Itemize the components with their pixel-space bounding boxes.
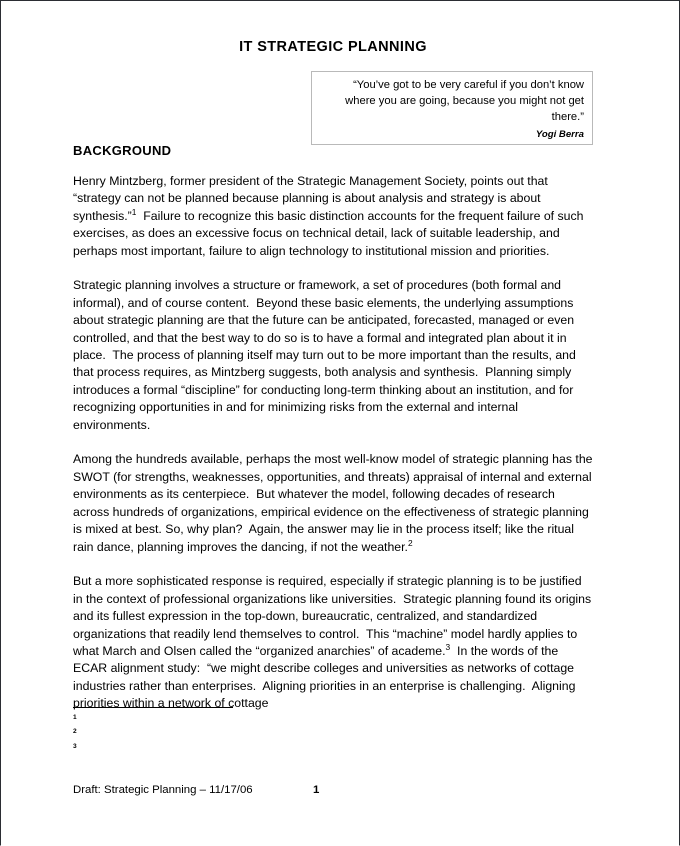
footer-page-number: 1 [313, 784, 320, 796]
footnote-item [73, 726, 593, 740]
paragraph-universities [73, 573, 593, 712]
section-heading-background: BACKGROUND [73, 143, 172, 158]
pull-quote-box [311, 71, 593, 145]
page-content-area [73, 1, 596, 846]
body-text-block [73, 173, 596, 713]
paragraph-text-part1: But a more sophisticated response is required, especially if strategic planning is to be justified in the context of professional organizations like universities. Strategic planning found its origins and its fullest expression in the top-down, bureaucratic, centralized, and standardized organizations that readily lend themselves to control. This “machine” model hardly applies to what March and Olsen called the “organized anarchies” of academe. [73, 574, 595, 658]
paragraph-structure [73, 277, 593, 434]
footnote-number: 1 [73, 714, 77, 721]
footnote-ref-1[interactable]: 1 [131, 206, 137, 217]
footnote-ref-3[interactable]: 3 [445, 641, 451, 652]
footnote-separator-rule [73, 707, 233, 708]
pull-quote-text: “You’ve got to be very careful if you don’t know where you are going, because you might not get there.” [345, 79, 584, 123]
paragraph-text-part2: In the words of the ECAR alignment study: “we might describe colleges and universities as networks of cottage industries rather than enterprises. Aligning priorities in an enterprise is challenging. Aligning priorities within a network of cottage [73, 643, 579, 711]
paragraph-text-part1: Strategic planning involves a structure or framework, a set of procedures (both formal and informal), and of course content. Beyond these basic elements, the underlying assumptions about strategic planning are that the future can be anticipated, forecasted, managed or even controlled, and that the best way to do so is to have a formal and integrated plan about it in place. The process of planning itself may turn out to be more important than the results, and that process requires, as Mintzberg suggests, both analysis and synthesis. Planning simply introduces a formal “discipline” for conducting long-term thinking about an institution, and for recognizing opportunities in and for minimizing risks from the external and internal environments. [73, 278, 580, 432]
footnote-area [73, 707, 593, 755]
footnote-item [73, 712, 593, 726]
footnote-number: 2 [73, 728, 77, 736]
paragraph-mintzberg [73, 173, 593, 260]
paragraph-text-part1: Henry Mintzberg, former president of the Strategic Management Society, points out that “strategy can not be planned because planning is about analysis and strategy is about synthesis.” [73, 174, 552, 223]
paragraph-text-part2: Failure to recognize this basic distinction accounts for the frequent failure of such exercises, as does an excessive focus on technical detail, lack of suitable leadership, and perhaps most important, failure to align technology to institutional mission and priorities. [73, 208, 587, 258]
footnote-item [73, 741, 593, 755]
footnote-number: 3 [73, 742, 77, 750]
paragraph-swot [73, 451, 596, 555]
footnote-ref-2[interactable]: 2 [407, 537, 413, 548]
paragraph-text-part1: Among the hundreds available, perhaps the most well-know model of strategic planning has the SWOT (for strengths, weaknesses, opportunities, and threats) appraisal of internal and external environments as its centerpiece. But whatever the model, following decades of research across hundreds of organizations, empirical evidence on the effectiveness of strategic planning is mixed at best. So, why plan? Again, the answer may lie in the process itself; like the ritual rain dance, planning improves the dancing, if not the weather. [73, 452, 596, 554]
footer-document-label: Draft: Strategic Planning – 11/17/06 [73, 784, 253, 796]
page-title: IT STRATEGIC PLANNING [239, 39, 427, 55]
pull-quote-attribution: Yogi Berra [535, 128, 584, 140]
